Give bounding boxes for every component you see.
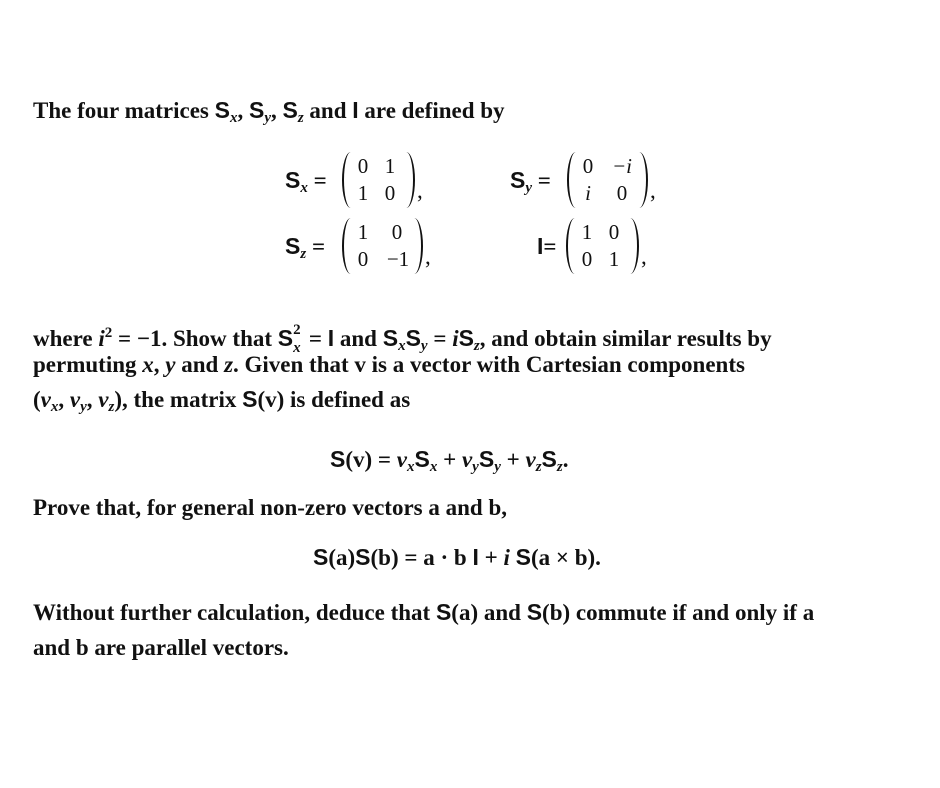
identity-symbol: I [352,97,359,123]
superscript: 2 [104,325,113,341]
sy-symbol: S [248,97,265,123]
matrix-sz-comma: , [425,244,431,269]
text: ) = [364,447,397,472]
vector-v: v [354,352,366,377]
matrix-sx-symbol: S [285,167,301,193]
matrix-sx-sub: x [300,180,308,196]
subscript: y [420,338,428,354]
sx-symbol: S [214,97,230,123]
variable: x [142,352,154,377]
equation-sv [330,444,568,482]
intro-sep: , [237,98,249,123]
subscript: x [398,338,406,354]
matrix-sz-symbol: S [285,233,301,259]
text: ), the matrix [114,387,243,412]
superscript: 2 [293,322,301,338]
matrix-sx-label [285,165,327,203]
right-paren [623,218,639,274]
matrix-sx-equation [285,152,485,208]
text: ( [33,387,41,412]
text: + [478,545,504,570]
text: , [153,352,166,377]
s-symbol: S [330,446,346,472]
right-paren [407,218,423,274]
variable: v [40,387,51,412]
subscript: z [473,338,480,354]
text: ( [345,447,354,472]
text: is a vector with Cartesian components [365,352,745,377]
s-symbol: S [515,544,531,570]
text: (b) = a · b [370,545,473,570]
sx-symbol: S [277,325,294,351]
variable: v [69,387,81,412]
sz-subscript: z [297,110,304,126]
imag-unit: i [98,326,105,351]
subscript: y [472,459,479,475]
equation-sa-sb [313,542,601,573]
matrix-cell: −i [611,154,632,178]
para2-line-2 [33,351,745,378]
subscript: z [556,459,563,475]
text: , [58,387,70,412]
right-paren [632,152,648,208]
sy-symbol: S [405,325,421,351]
text: = [427,326,453,351]
matrix-sz-label [285,231,325,269]
s-symbol: S [526,599,543,625]
para2-line-3 [33,386,410,421]
sup-sub [293,322,303,356]
matrix-sz-eq: = [306,234,326,259]
vector-v: v [265,387,277,412]
text: where [33,326,99,351]
text: , and obtain similar results by [479,326,772,351]
matrix-identity-symbol: I [537,233,544,259]
variable: v [525,447,536,472]
matrix-cell: 1 [357,181,369,205]
matrix-cell: 1 [581,220,593,244]
matrix-sy-label [510,165,551,203]
text: ( [257,387,266,412]
intro-and: and [303,98,353,123]
subscript: y [494,459,501,475]
matrix-sx-eq: = [307,168,327,193]
text: = [303,326,328,351]
matrix-sy-comma: , [650,178,656,203]
s-symbol: S [355,544,371,570]
text: (a) [328,545,356,570]
s-symbol: S [313,544,329,570]
subscript: z [108,399,115,415]
text: and [334,326,383,351]
variable: z [224,352,234,377]
sx-subscript: x [229,110,238,126]
intro-text: The four matrices [33,98,215,123]
text: . Given that [233,352,355,377]
matrix-sy-eq: = [532,168,551,193]
sz-symbol: S [282,97,298,123]
subscript: x [407,459,415,475]
matrix-identity-eq: = [543,234,557,259]
matrix-identity-equation [537,218,717,274]
matrix-sz-equation [285,218,495,274]
text: permuting [33,352,143,377]
matrix-cell: 0 [357,154,369,178]
variable: v [461,447,473,472]
text: (b) commute if and only if a [542,600,815,625]
text: + [437,447,462,472]
text: Without further calculation, deduce that [33,600,436,625]
imag-unit: i [503,545,510,570]
matrix-cell: 0 [582,154,594,178]
prove-line: Prove that, for general non-zero vectors a and b, [33,495,507,520]
imag-unit: i [452,326,459,351]
s-symbol: S [242,386,258,412]
matrix-cell: 0 [384,181,396,205]
matrix-cell: 1 [357,220,369,244]
matrix-sz-sub: z [300,246,307,262]
matrix-cell: 0 [357,247,369,271]
matrix-cell: 0 [608,220,620,244]
identity-symbol: I [472,544,479,570]
s-symbol: S [435,599,452,625]
text: (a × b). [530,545,601,570]
matrix-cell: i [585,181,591,205]
subscript: z [535,459,542,475]
sy-subscript: y [264,110,271,126]
subscript: x [50,399,59,415]
matrix-sx-comma: , [417,178,423,203]
text: , [86,387,99,412]
matrix-cell: 0 [616,181,628,205]
variable: v [396,447,407,472]
variable: y [165,352,176,377]
text: (a) and [451,600,527,625]
matrix-cell: 0 [581,247,593,271]
text: = −1. Show that [112,326,278,351]
matrix-identity-comma: , [641,244,647,269]
intro-after: are defined by [358,98,505,123]
matrix-sy-equation [510,152,720,208]
right-paren [399,152,415,208]
sz-symbol: S [458,325,474,351]
text: ) is defined as [276,387,411,412]
matrix-cell: 1 [608,247,620,271]
subscript: x [429,459,438,475]
identity-symbol: I [327,325,335,351]
matrix-sy-symbol: S [510,167,526,193]
text: . [562,447,569,472]
text: and [175,352,225,377]
sx-symbol: S [382,325,399,351]
matrix-cell: 0 [391,220,403,244]
subscript: y [80,399,87,415]
matrix-cell: 1 [384,154,396,178]
final-line-2: and b are parallel vectors. [33,635,289,660]
intro-line [33,97,505,132]
vector-v: v [353,447,365,472]
matrix-sy-sub: y [525,180,533,196]
variable: v [98,387,109,412]
sy-symbol: S [478,446,495,472]
sx-symbol: S [414,446,430,472]
matrix-cell: −1 [386,247,410,271]
subscript: x [293,340,301,356]
matrix-identity-label [537,231,557,262]
sz-symbol: S [541,446,557,472]
final-line-1 [33,599,814,626]
text: + [500,447,526,472]
intro-sep: , [270,98,283,123]
